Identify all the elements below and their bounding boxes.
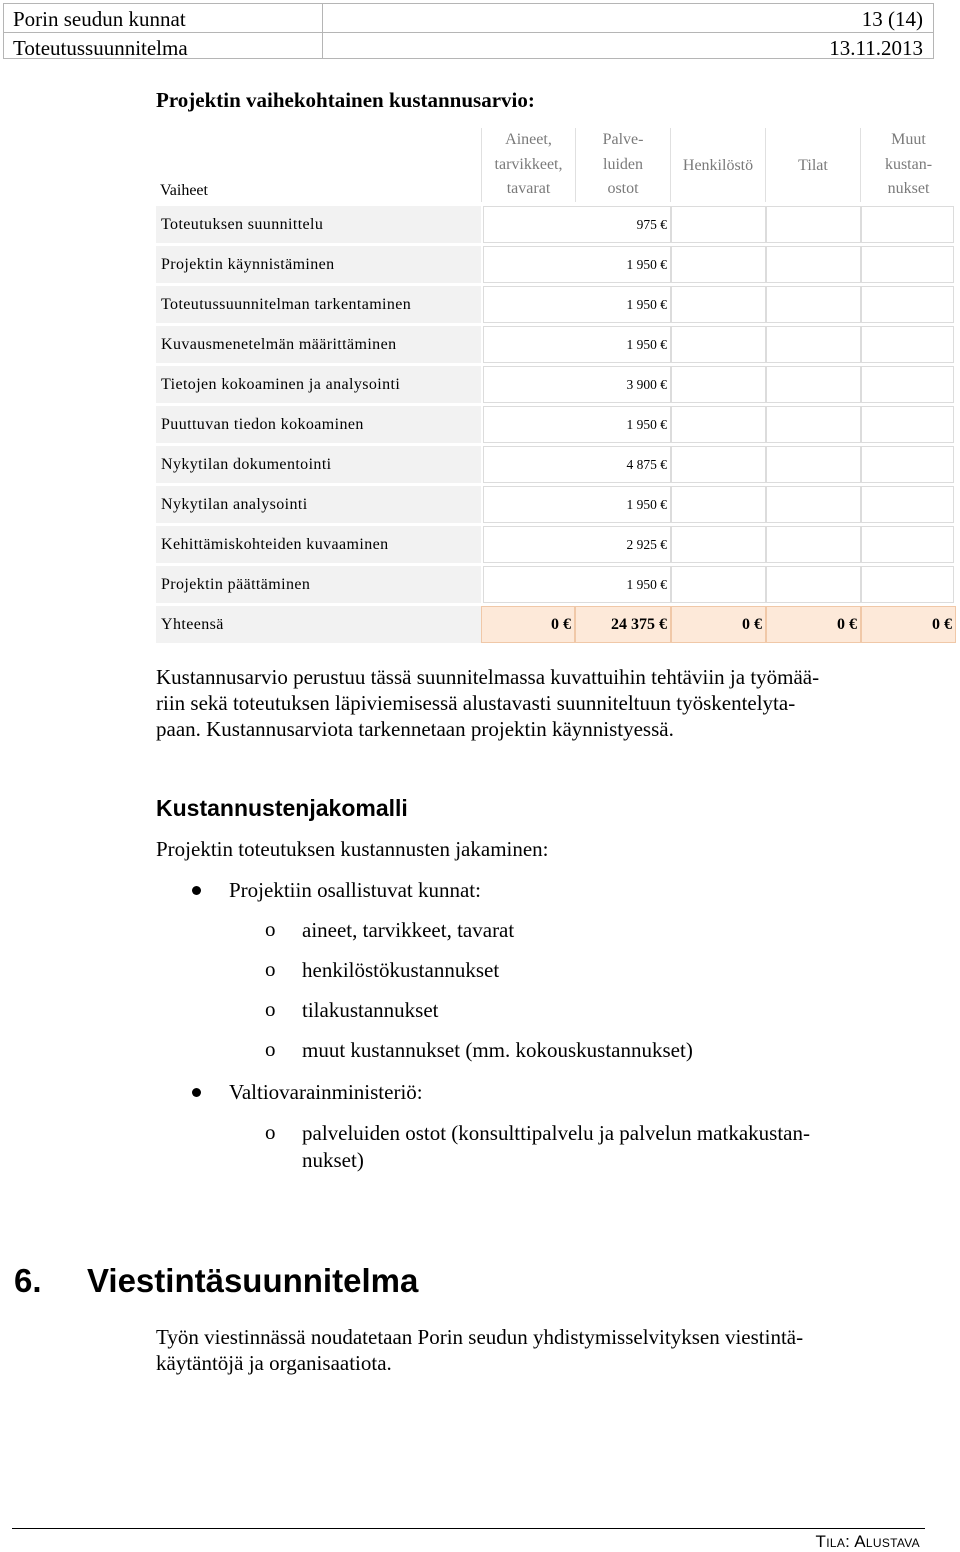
paragraph-line: Kustannusarvio perustuu tässä suunnitelmassa kuvattuihin tehtäviin ja työmää- — [156, 665, 820, 689]
allocation-group-label: Valtiovarainministeriö: — [229, 1080, 423, 1104]
services-cost: 4 875 € — [483, 446, 671, 483]
personnel-cost — [671, 286, 766, 323]
footer-divider — [12, 1528, 925, 1529]
personnel-cost — [671, 326, 766, 363]
services-cost: 1 950 € — [483, 566, 671, 603]
phase-label: Projektin käynnistäminen — [156, 246, 481, 283]
column-header-line: Palve- — [602, 131, 644, 148]
section-number: 6. — [14, 1262, 42, 1299]
total-services: 24 375 € — [575, 606, 671, 643]
premises-cost — [766, 206, 861, 243]
allocation-item-continuation: nukset) — [302, 1148, 364, 1172]
services-cost: 2 925 € — [483, 526, 671, 563]
cost-estimate-paragraph — [156, 664, 926, 742]
total-row — [156, 606, 956, 646]
total-personnel: 0 € — [671, 606, 766, 643]
column-header-line: Henkilöstö — [682, 157, 754, 174]
paragraph-line: käytäntöjä ja organisaatiota. — [156, 1351, 392, 1375]
page-header — [3, 3, 934, 59]
table-row — [156, 326, 956, 366]
phase-label: Projektin päättäminen — [156, 566, 481, 603]
allocation-item: palveluiden ostot (konsulttipalvelu ja palvelun matkakustan- — [302, 1121, 810, 1145]
other-cost — [861, 326, 954, 363]
header-organization: Porin seudun kunnat — [13, 7, 186, 31]
column-header-line: kustan- — [884, 155, 933, 173]
header-page-number: 13 (14) — [861, 7, 923, 31]
total-label: Yhteensä — [156, 606, 481, 643]
column-header-line: ostot — [607, 180, 639, 197]
services-cost: 3 900 € — [483, 366, 671, 403]
paragraph-line: Työn viestinnässä noudatetaan Porin seudun yhdistymisselvityksen viestintä- — [156, 1325, 804, 1349]
services-cost: 975 € — [483, 206, 671, 243]
section-paragraph — [156, 1324, 926, 1376]
premises-cost — [766, 526, 861, 563]
phase-label: Puuttuvan tiedon kokoaminen — [156, 406, 481, 443]
column-header-line: Aineet, — [505, 131, 552, 148]
bullet-icon — [192, 886, 201, 895]
phase-label: Nykytilan dokumentointi — [156, 446, 481, 483]
personnel-cost — [671, 206, 766, 243]
other-cost — [861, 246, 954, 283]
other-cost — [861, 446, 954, 483]
premises-cost — [766, 286, 861, 323]
premises-cost — [766, 446, 861, 483]
column-header-premises — [765, 128, 860, 202]
phase-label: Tietojen kokoaminen ja analysointi — [156, 366, 481, 403]
phase-label: Kehittämiskohteiden kuvaaminen — [156, 526, 481, 563]
table-row — [156, 286, 956, 326]
bullet-icon — [192, 1088, 201, 1097]
header-document-title: Toteutussuunnitelma — [13, 36, 188, 60]
table-row — [156, 246, 956, 286]
phase-label: Toteutussuunnitelman tarkentaminen — [156, 286, 481, 323]
table-row — [156, 366, 956, 406]
cost-estimate-title: Projektin vaihekohtainen kustannusarvio: — [156, 88, 535, 112]
services-cost: 1 950 € — [483, 326, 671, 363]
premises-cost — [766, 326, 861, 363]
personnel-cost — [671, 446, 766, 483]
total-other: 0 € — [861, 606, 956, 643]
total-premises: 0 € — [766, 606, 861, 643]
column-header-materials — [481, 128, 575, 202]
premises-cost — [766, 566, 861, 603]
circle-bullet-icon: o — [265, 1037, 276, 1061]
column-header-line: Tilat — [798, 157, 828, 174]
other-cost — [861, 486, 954, 523]
column-header-line: luiden — [603, 155, 643, 173]
personnel-cost — [671, 406, 766, 443]
table-row — [156, 446, 956, 486]
allocation-intro: Projektin toteutuksen kustannusten jakaminen: — [156, 837, 549, 861]
allocation-group-label: Projektiin osallistuvat kunnat: — [229, 878, 481, 902]
premises-cost — [766, 486, 861, 523]
header-divider-horizontal — [4, 32, 933, 33]
header-date: 13.11.2013 — [829, 36, 923, 60]
phase-label: Toteutuksen suunnittelu — [156, 206, 481, 243]
paragraph-line: paan. Kustannusarviota tarkennetaan projektin käynnistyessä. — [156, 717, 674, 741]
premises-cost — [766, 406, 861, 443]
table-row — [156, 206, 956, 246]
allocation-item: henkilöstökustannukset — [302, 958, 500, 982]
premises-cost — [766, 246, 861, 283]
allocation-item: tilakustannukset — [302, 998, 439, 1022]
allocation-item: muut kustannukset (mm. kokouskustannukset) — [302, 1038, 693, 1062]
other-cost — [861, 206, 954, 243]
premises-cost — [766, 366, 861, 403]
personnel-cost — [671, 526, 766, 563]
circle-bullet-icon: o — [265, 917, 276, 941]
other-cost — [861, 366, 954, 403]
other-cost — [861, 406, 954, 443]
circle-bullet-icon: o — [265, 957, 276, 981]
other-cost — [861, 286, 954, 323]
services-cost: 1 950 € — [483, 286, 671, 323]
services-cost: 1 950 € — [483, 486, 671, 523]
services-cost: 1 950 € — [483, 246, 671, 283]
cost-table — [156, 128, 956, 646]
services-cost: 1 950 € — [483, 406, 671, 443]
column-header-line: nukset — [887, 180, 930, 197]
other-cost — [861, 526, 954, 563]
personnel-cost — [671, 366, 766, 403]
allocation-heading: Kustannustenjakomalli — [156, 795, 408, 821]
section-title: Viestintäsuunnitelma — [87, 1262, 419, 1299]
column-header-services — [575, 128, 670, 202]
table-row — [156, 406, 956, 446]
phase-column-header: Vaiheet — [160, 182, 208, 199]
table-row — [156, 566, 956, 606]
column-header-personnel — [670, 128, 765, 202]
other-cost — [861, 566, 954, 603]
total-materials: 0 € — [481, 606, 575, 643]
paragraph-line: riin sekä toteutuksen läpiviemisessä alustavasti suunniteltuun työskentelyta- — [156, 691, 796, 715]
personnel-cost — [671, 566, 766, 603]
column-header-other — [860, 128, 956, 202]
allocation-item: aineet, tarvikkeet, tavarat — [302, 918, 515, 942]
column-header-line: tavarat — [506, 180, 551, 197]
phase-label: Nykytilan analysointi — [156, 486, 481, 523]
header-divider-vertical — [322, 4, 323, 58]
footer-status: Tila: Alustava — [815, 1532, 920, 1551]
column-header-line: tarvikkeet, — [494, 155, 563, 173]
table-row — [156, 526, 956, 566]
personnel-cost — [671, 246, 766, 283]
circle-bullet-icon: o — [265, 1120, 276, 1144]
circle-bullet-icon: o — [265, 997, 276, 1021]
phase-label: Kuvausmenetelmän määrittäminen — [156, 326, 481, 363]
personnel-cost — [671, 486, 766, 523]
column-header-line: Muut — [891, 131, 926, 148]
table-row — [156, 486, 956, 526]
